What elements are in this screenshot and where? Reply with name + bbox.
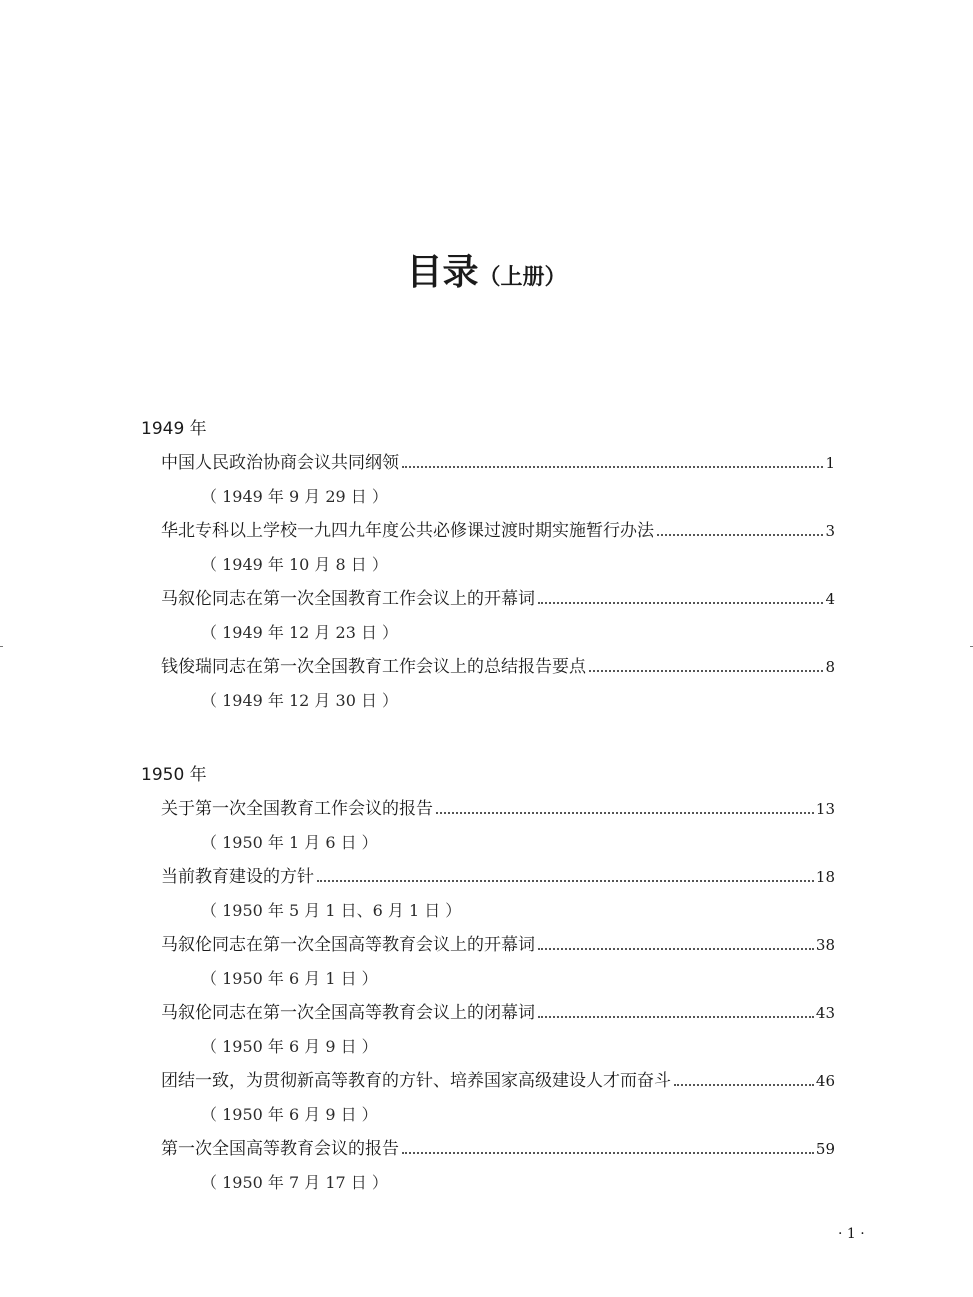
toc-entry-title: 团结一致，为贯彻新高等教育的方针、培养国家高级建设人才而奋斗 — [161, 1071, 671, 1091]
toc-page-number: 13 — [815, 800, 835, 818]
toc-entry-title: 马叙伦同志在第一次全国教育工作会议上的开幕词 — [161, 589, 535, 609]
toc-page-number: 18 — [815, 868, 835, 886]
title-char-lu: 录 — [442, 252, 479, 293]
year-section-1950 — [0, 758, 973, 1200]
toc-entry-title: 当前教育建设的方针 — [161, 867, 314, 887]
dot-leader — [674, 1084, 814, 1086]
footer-page-number: · 1 · — [838, 1226, 865, 1242]
title-char-mu: 目 — [406, 252, 443, 293]
toc-entry[interactable] — [161, 446, 835, 514]
year-section-1949 — [0, 412, 973, 718]
toc-entry-date: （ 1949 年 12 月 30 日 ） — [201, 691, 399, 710]
dot-leader — [317, 880, 814, 882]
year-heading: 1949 年 — [141, 419, 207, 439]
title-volume: （上册） — [478, 265, 567, 290]
toc-entry-date: （ 1949 年 10 月 8 日 ） — [201, 555, 388, 574]
toc-page-number: 43 — [815, 1004, 835, 1022]
dot-leader — [657, 534, 823, 536]
dot-leader — [589, 670, 823, 672]
toc-page-number: 4 — [825, 590, 835, 608]
toc-entry-title: 第一次全国高等教育会议的报告 — [161, 1139, 399, 1159]
toc-entry-title: 中国人民政治协商会议共同纲领 — [161, 453, 399, 473]
toc-entry[interactable] — [161, 792, 835, 860]
toc-entry-line — [161, 860, 835, 894]
toc-entry-line — [161, 514, 835, 548]
toc-entry[interactable] — [161, 514, 835, 582]
toc-entry[interactable] — [161, 582, 835, 650]
toc-entry-date: （ 1950 年 7 月 17 日 ） — [201, 1173, 388, 1192]
dot-leader — [538, 602, 823, 604]
toc-entry-line — [161, 650, 835, 684]
toc-entry-title: 马叙伦同志在第一次全国高等教育会议上的开幕词 — [161, 935, 535, 955]
toc-entry-title: 马叙伦同志在第一次全国高等教育会议上的闭幕词 — [161, 1003, 535, 1023]
left-edge-tick — [0, 646, 3, 647]
toc-page-number: 8 — [825, 658, 835, 676]
toc-page-number: 46 — [815, 1072, 835, 1090]
toc-entry[interactable] — [161, 650, 835, 718]
table-of-contents — [0, 412, 973, 1240]
toc-entry-date: （ 1950 年 6 月 9 日 ） — [201, 1037, 378, 1056]
toc-entry-date: （ 1950 年 6 月 9 日 ） — [201, 1105, 378, 1124]
toc-entry-line — [161, 928, 835, 962]
dot-leader — [436, 812, 814, 814]
year-heading: 1950 年 — [141, 765, 207, 785]
toc-entry-line — [161, 996, 835, 1030]
toc-entry[interactable] — [161, 996, 835, 1064]
toc-entry-line — [161, 1064, 835, 1098]
toc-entry-title: 关于第一次全国教育工作会议的报告 — [161, 799, 433, 819]
toc-page-number: 3 — [825, 522, 835, 540]
dot-leader — [538, 948, 814, 950]
toc-page-number: 59 — [815, 1140, 835, 1158]
toc-page-number: 38 — [815, 936, 835, 954]
dot-leader — [538, 1016, 814, 1018]
toc-entry[interactable] — [161, 1064, 835, 1132]
toc-entry[interactable] — [161, 1132, 835, 1200]
dot-leader — [402, 466, 823, 468]
toc-entry-date: （ 1949 年 9 月 29 日 ） — [201, 487, 388, 506]
toc-page-number: 1 — [825, 454, 835, 472]
toc-entry-date: （ 1950 年 1 月 6 日 ） — [201, 833, 378, 852]
toc-entry-line — [161, 1132, 835, 1166]
toc-entry[interactable] — [161, 928, 835, 996]
toc-entry-date: （ 1950 年 5 月 1 日、6 月 1 日 ） — [201, 901, 462, 920]
page-title — [0, 244, 973, 295]
toc-entry-date: （ 1949 年 12 月 23 日 ） — [201, 623, 399, 642]
toc-entry-title: 钱俊瑞同志在第一次全国教育工作会议上的总结报告要点 — [161, 657, 586, 677]
toc-entry-line — [161, 792, 835, 826]
toc-entry-line — [161, 582, 835, 616]
toc-entry-title: 华北专科以上学校一九四九年度公共必修课过渡时期实施暂行办法 — [161, 521, 654, 541]
toc-entry-line — [161, 446, 835, 480]
dot-leader — [402, 1152, 814, 1154]
toc-entry-date: （ 1950 年 6 月 1 日 ） — [201, 969, 378, 988]
toc-entry[interactable] — [161, 860, 835, 928]
